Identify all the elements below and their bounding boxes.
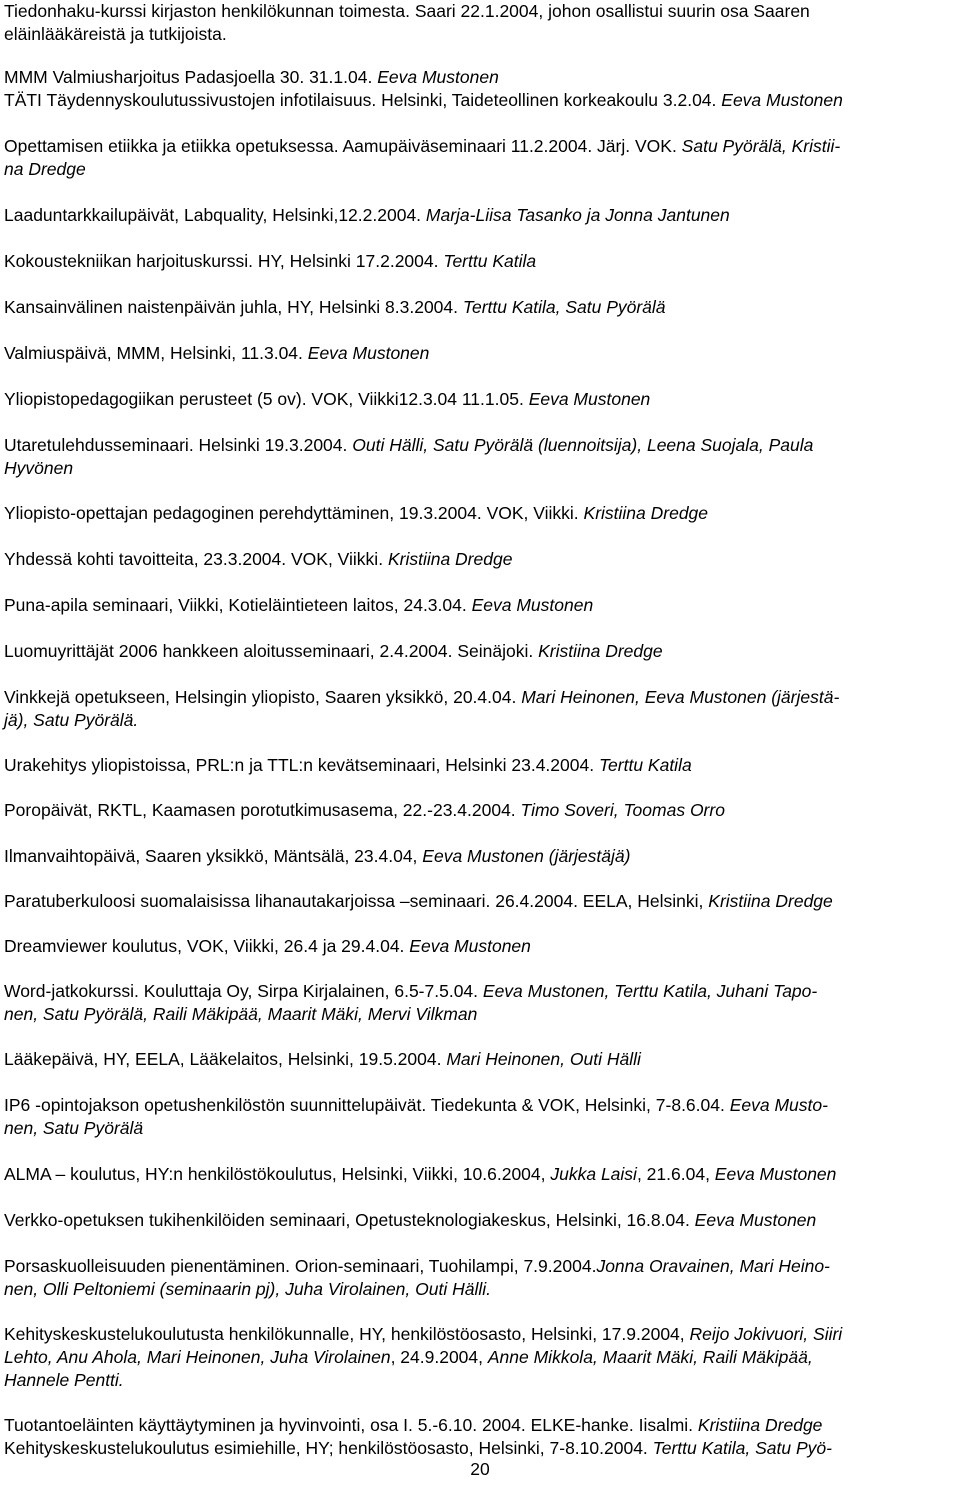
event-text: Kehityskeskustelukoulutus esimiehille, HY; henkilöstöosasto, Helsinki, 7-8.10.2004.: [4, 1438, 653, 1458]
list-item: [4, 66, 956, 112]
person-names: Eeva Mustonen: [714, 1164, 837, 1184]
event-text: Urakehitys yliopistoissa, PRL:n ja TTL:n kevätseminaari, Helsinki 23.4.2004.: [4, 755, 599, 775]
event-text: Utaretulehdusseminaari. Helsinki 19.3.2004.: [4, 435, 353, 455]
list-item: [4, 502, 956, 525]
text-line: [4, 686, 956, 709]
text-line: [4, 709, 956, 732]
event-text: Luomuyrittäjät 2006 hankkeen aloitusseminaari, 2.4.2004. Seinäjoki.: [4, 641, 539, 661]
event-text: Word-jatkokurssi. Kouluttaja Oy, Sirpa Kirjalainen, 6.5-7.5.04.: [4, 981, 483, 1001]
event-text: Kokoustekniikan harjoituskurssi. HY, Helsinki 17.2.2004.: [4, 251, 444, 271]
event-text: Tiedonhaku-kurssi kirjaston henkilökunnan toimesta. Saari 22.1.2004, johon osallistui suurin osa Saaren: [4, 1, 810, 21]
list-item: [4, 594, 956, 617]
person-names: nen, Satu Pyörälä, Raili Mäkipää, Maarit Mäki, Mervi Vilkman: [4, 1004, 478, 1024]
event-text: Poropäivät, RKTL, Kaamasen porotutkimusasema, 22.-23.4.2004.: [4, 800, 521, 820]
person-names: Eeva Mustonen: [409, 936, 531, 956]
list-item: [4, 204, 956, 227]
person-names: Eeva Mustonen: [377, 67, 499, 87]
list-item: [4, 1323, 956, 1392]
person-names: Kristiina Dredge: [387, 549, 513, 569]
list-item: [4, 388, 956, 411]
person-names: jä), Satu Pyörälä.: [4, 710, 139, 730]
event-text: Porsaskuolleisuuden pienentäminen. Orion-seminaari, Tuohilampi, 7.9.2004.: [4, 1256, 597, 1276]
event-text: Tuotantoeläinten käyttäytyminen ja hyvinvointi, osa I. 5.-6.10. 2004. ELKE-hanke. Iisalmi.: [4, 1415, 698, 1435]
text-line: [4, 890, 956, 913]
event-text: ALMA – koulutus, HY:n henkilöstökoulutus, Helsinki, Viikki, 10.6.2004,: [4, 1164, 551, 1184]
person-names: Jukka Laisi: [550, 1164, 637, 1184]
person-names: Eeva Mustonen: [307, 343, 430, 363]
event-text: Dreamviewer koulutus, VOK, Viikki, 26.4 ja 29.4.04.: [4, 936, 410, 956]
person-names: Terttu Katila, Satu Pyörälä: [462, 297, 666, 317]
event-text: Ilmanvaihtopäivä, Saaren yksikkö, Mäntsälä, 23.4.04,: [4, 846, 423, 866]
text-line: [4, 1117, 956, 1140]
list-item: [4, 548, 956, 571]
text-line: [4, 1414, 956, 1437]
text-line: [4, 0, 956, 23]
person-names: Eeva Mustonen, Terttu Katila, Juhani Tapo-: [482, 981, 818, 1001]
text-line: [4, 799, 956, 822]
event-text: TÄTI Täydennyskoulutussivustojen infotilaisuus. Helsinki, Taideteollinen korkeakoulu 3.2.04.: [4, 90, 722, 110]
person-names: Anne Mikkola, Maarit Mäki, Raili Mäkipää,: [487, 1347, 813, 1367]
text-line: [4, 1003, 956, 1026]
event-text: Laaduntarkkailupäivät, Labquality, Helsinki,12.2.2004.: [4, 205, 426, 225]
list-item: [4, 980, 956, 1026]
person-names: nen, Olli Peltoniemi (seminaarin pj), Juha Virolainen, Outi Hälli.: [4, 1279, 491, 1299]
list-item: [4, 296, 956, 319]
text-line: [4, 89, 956, 112]
text-line: [4, 1255, 956, 1278]
list-item: [4, 342, 956, 365]
list-item: [4, 845, 956, 868]
person-names: na Dredge: [4, 159, 86, 179]
event-text: MMM Valmiusharjoitus Padasjoella 30. 31.1.04.: [4, 67, 378, 87]
person-names: Jonna Oravainen, Mari Heino-: [596, 1256, 830, 1276]
event-text: Yliopistopedagogiikan perusteet (5 ov). VOK, Viikki12.3.04 11.1.05.: [4, 389, 529, 409]
person-names: Eeva Mustonen: [471, 595, 594, 615]
person-names: Mari Heinonen, Outi Hälli: [446, 1049, 641, 1069]
text-line: [4, 502, 956, 525]
text-line: [4, 434, 956, 457]
text-line: [4, 23, 956, 46]
person-names: Terttu Katila: [443, 251, 537, 271]
person-names: Kristiina Dredge: [538, 641, 663, 661]
person-names: Hannele Pentti.: [4, 1370, 124, 1390]
event-text: Opettamisen etiikka ja etiikka opetuksessa. Aamupäiväseminaari 11.2.2004. Järj. VOK.: [4, 136, 682, 156]
event-text: Yhdessä kohti tavoitteita, 23.3.2004. VOK, Viikki.: [4, 549, 388, 569]
text-line: [4, 342, 956, 365]
text-line: [4, 1209, 956, 1232]
person-names: Outi Hälli, Satu Pyörälä (luennoitsija), Leena Suojala, Paula: [352, 435, 814, 455]
person-names: Timo Soveri, Toomas Orro: [520, 800, 725, 820]
person-names: Mari Heinonen, Eeva Mustonen (järjestä-: [521, 687, 840, 707]
text-line: [4, 204, 956, 227]
event-text: Paratuberkuloosi suomalaisissa lihanautakarjoissa –seminaari. 26.4.2004. EELA, Helsinki,: [4, 891, 709, 911]
text-line: [4, 1163, 956, 1186]
person-names: Lehto, Anu Ahola, Mari Heinonen, Juha Virolainen: [4, 1347, 391, 1367]
text-line: [4, 1278, 956, 1301]
text-line: [4, 158, 956, 181]
event-text: Puna-apila seminaari, Viikki, Kotieläintieteen laitos, 24.3.04.: [4, 595, 472, 615]
person-names: nen, Satu Pyörälä: [4, 1118, 144, 1138]
event-text: Kehityskeskustelukoulutusta henkilökunnalle, HY, henkilöstöosasto, Helsinki, 17.9.2004,: [4, 1324, 690, 1344]
list-item: [4, 686, 956, 732]
list-item: [4, 640, 956, 663]
text-line: [4, 1437, 956, 1460]
event-text: , 24.9.2004,: [390, 1347, 488, 1367]
list-item: [4, 434, 956, 480]
text-line: [4, 1369, 956, 1392]
text-line: [4, 1323, 956, 1346]
text-line: [4, 640, 956, 663]
person-names: Marja-Liisa Tasanko ja Jonna Jantunen: [425, 205, 730, 225]
text-line: [4, 594, 956, 617]
event-text: Kansainvälinen naistenpäivän juhla, HY, Helsinki 8.3.2004.: [4, 297, 463, 317]
event-text: IP6 -opintojakson opetushenkilöstön suunnittelupäivät. Tiedekunta & VOK, Helsinki, 7-8.6.04.: [4, 1095, 730, 1115]
list-item: [4, 1209, 956, 1232]
event-text: Yliopisto-opettajan pedagoginen perehdyttäminen, 19.3.2004. VOK, Viikki.: [4, 503, 584, 523]
person-names: Hyvönen: [4, 458, 74, 478]
person-names: Terttu Katila: [598, 755, 692, 775]
list-item: [4, 135, 956, 181]
event-text: Valmiuspäivä, MMM, Helsinki, 11.3.04.: [4, 343, 308, 363]
text-line: [4, 135, 956, 158]
list-item: [4, 1094, 956, 1140]
text-line: [4, 388, 956, 411]
person-names: Kristiina Dredge: [697, 1415, 823, 1435]
person-names: Eeva Musto-: [729, 1095, 828, 1115]
text-line: [4, 935, 956, 958]
event-text: eläinlääkäreistä ja tutkijoista.: [4, 24, 227, 44]
text-line: [4, 457, 956, 480]
person-names: Eeva Mustonen (järjestäjä): [422, 846, 631, 866]
list-item: [4, 935, 956, 958]
text-line: [4, 980, 956, 1003]
list-item: [4, 1048, 956, 1071]
person-names: Reijo Jokivuori, Siiri: [689, 1324, 843, 1344]
text-line: [4, 250, 956, 273]
text-line: [4, 754, 956, 777]
person-names: Kristiina Dredge: [583, 503, 709, 523]
text-line: [4, 66, 956, 89]
person-names: Eeva Mustonen: [721, 90, 843, 110]
list-item: [4, 0, 956, 46]
list-item: [4, 799, 956, 822]
list-item: [4, 250, 956, 273]
text-line: [4, 296, 956, 319]
person-names: Eeva Mustonen: [528, 389, 651, 409]
list-item: [4, 890, 956, 913]
text-line: [4, 1346, 956, 1369]
event-text: Vinkkejä opetukseen, Helsingin yliopisto, Saaren yksikkö, 20.4.04.: [4, 687, 522, 707]
page-number: 20: [470, 1459, 490, 1479]
person-names: Satu Pyörälä, Kristii-: [681, 136, 841, 156]
text-line: [4, 1094, 956, 1117]
list-item: [4, 1163, 956, 1186]
person-names: Eeva Mustonen: [694, 1210, 817, 1230]
list-item: [4, 1255, 956, 1301]
person-names: Terttu Katila, Satu Pyö-: [652, 1438, 832, 1458]
event-text: , 21.6.04,: [636, 1164, 715, 1184]
text-line: [4, 845, 956, 868]
text-line: [4, 1048, 956, 1071]
text-line: [4, 548, 956, 571]
person-names: Kristiina Dredge: [708, 891, 833, 911]
list-item: [4, 1414, 956, 1460]
list-item: [4, 754, 956, 777]
event-text: Verkko-opetuksen tukihenkilöiden seminaari, Opetusteknologiakeskus, Helsinki, 16.8.04.: [4, 1210, 695, 1230]
event-text: Lääkepäivä, HY, EELA, Lääkelaitos, Helsinki, 19.5.2004.: [4, 1049, 447, 1069]
